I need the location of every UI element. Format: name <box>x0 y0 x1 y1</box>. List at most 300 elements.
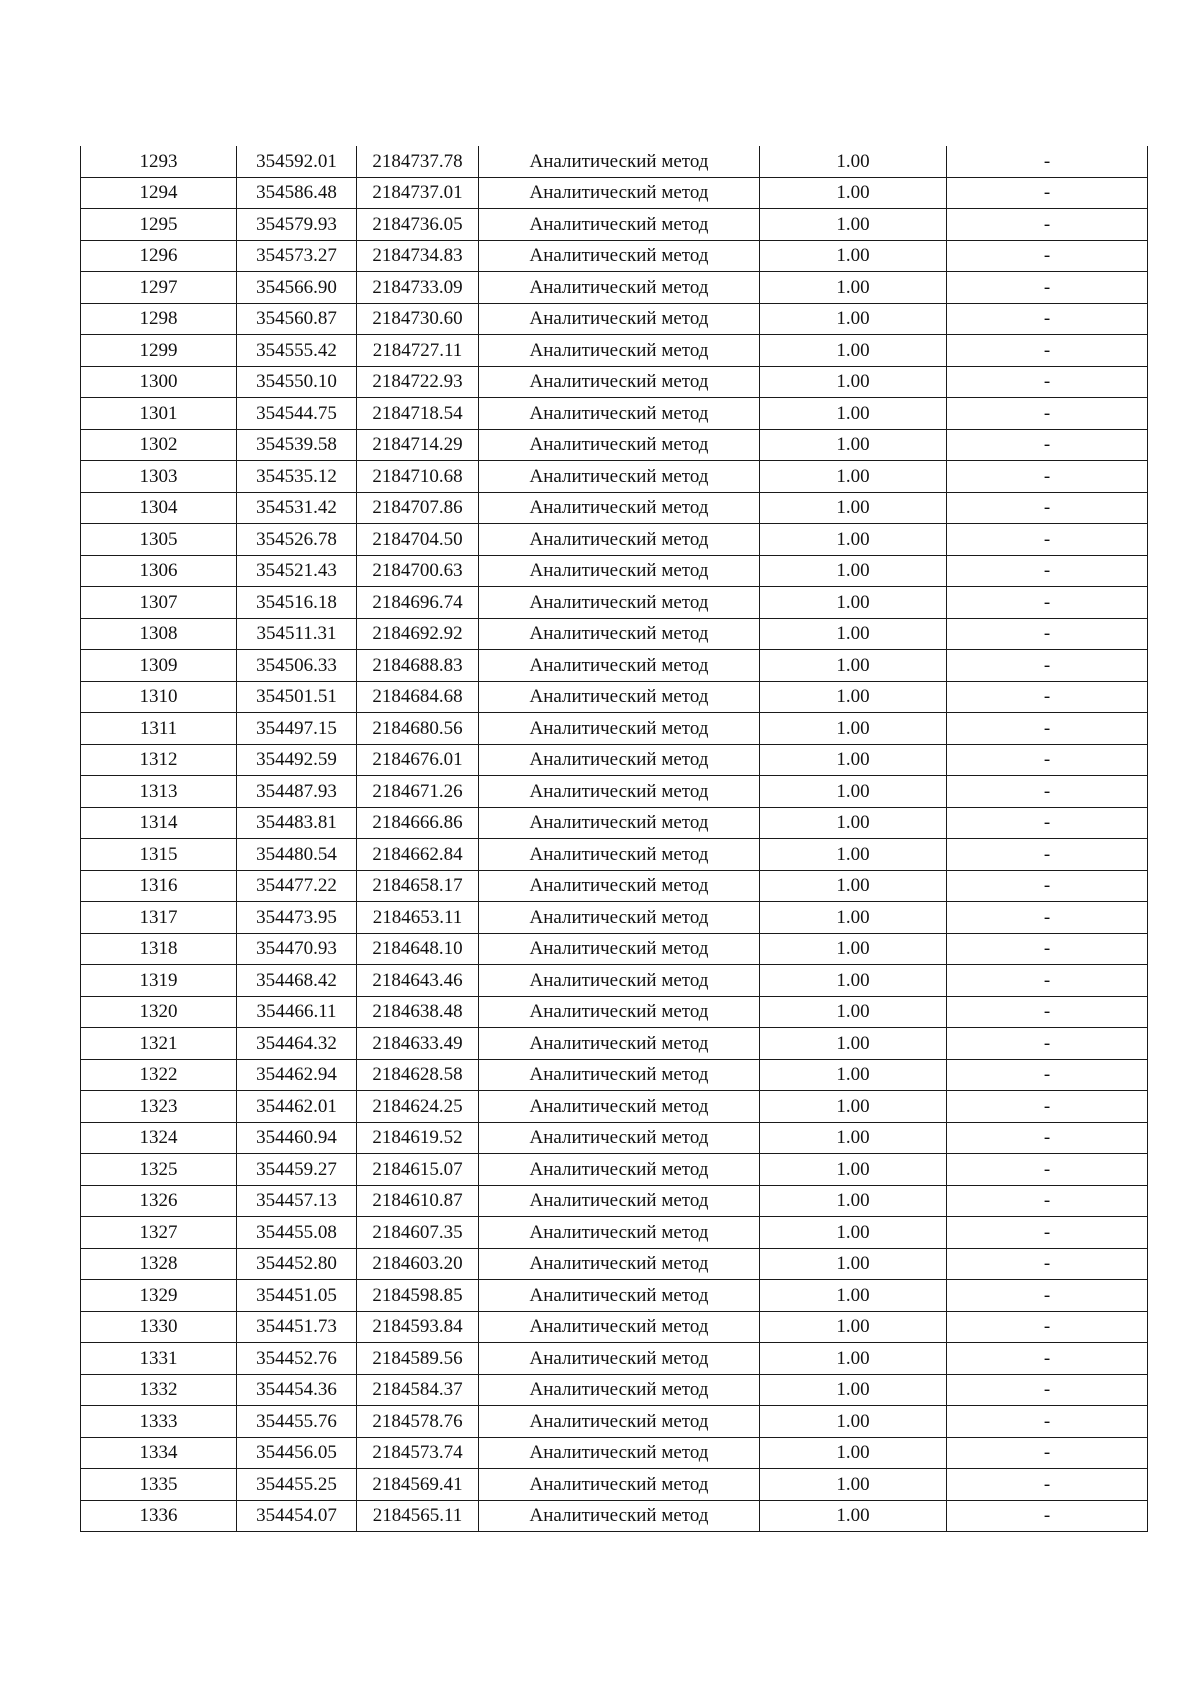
y-coordinate-cell: 2184633.49 <box>357 1028 479 1060</box>
table-row <box>81 1437 1148 1469</box>
accuracy-cell: 1.00 <box>760 713 947 745</box>
point-number-cell: 1315 <box>81 839 237 871</box>
y-coordinate-cell: 2184676.01 <box>357 744 479 776</box>
x-coordinate-cell: 354462.94 <box>237 1059 357 1091</box>
point-number-cell: 1317 <box>81 902 237 934</box>
accuracy-cell: 1.00 <box>760 1059 947 1091</box>
table-row <box>81 1122 1148 1154</box>
accuracy-cell: 1.00 <box>760 1217 947 1249</box>
method-cell: Аналитический метод <box>479 1028 760 1060</box>
accuracy-cell: 1.00 <box>760 1028 947 1060</box>
description-cell: - <box>947 965 1148 997</box>
description-cell: - <box>947 1059 1148 1091</box>
method-cell: Аналитический метод <box>479 335 760 367</box>
y-coordinate-cell: 2184671.26 <box>357 776 479 808</box>
table-row <box>81 713 1148 745</box>
method-cell: Аналитический метод <box>479 1059 760 1091</box>
y-coordinate-cell: 2184573.74 <box>357 1437 479 1469</box>
y-coordinate-cell: 2184727.11 <box>357 335 479 367</box>
method-cell: Аналитический метод <box>479 272 760 304</box>
x-coordinate-cell: 354516.18 <box>237 587 357 619</box>
x-coordinate-cell: 354511.31 <box>237 618 357 650</box>
method-cell: Аналитический метод <box>479 1091 760 1123</box>
point-number-cell: 1309 <box>81 650 237 682</box>
accuracy-cell: 1.00 <box>760 555 947 587</box>
table-row <box>81 587 1148 619</box>
table-row <box>81 1154 1148 1186</box>
accuracy-cell: 1.00 <box>760 1500 947 1532</box>
accuracy-cell: 1.00 <box>760 776 947 808</box>
method-cell: Аналитический метод <box>479 1406 760 1438</box>
x-coordinate-cell: 354456.05 <box>237 1437 357 1469</box>
point-number-cell: 1303 <box>81 461 237 493</box>
y-coordinate-cell: 2184628.58 <box>357 1059 479 1091</box>
point-number-cell: 1331 <box>81 1343 237 1375</box>
x-coordinate-cell: 354573.27 <box>237 240 357 272</box>
x-coordinate-cell: 354459.27 <box>237 1154 357 1186</box>
point-number-cell: 1306 <box>81 555 237 587</box>
description-cell: - <box>947 1311 1148 1343</box>
point-number-cell: 1320 <box>81 996 237 1028</box>
point-number-cell: 1298 <box>81 303 237 335</box>
method-cell: Аналитический метод <box>479 650 760 682</box>
accuracy-cell: 1.00 <box>760 146 947 177</box>
x-coordinate-cell: 354454.07 <box>237 1500 357 1532</box>
point-number-cell: 1313 <box>81 776 237 808</box>
table-row <box>81 870 1148 902</box>
description-cell: - <box>947 492 1148 524</box>
method-cell: Аналитический метод <box>479 555 760 587</box>
y-coordinate-cell: 2184684.68 <box>357 681 479 713</box>
accuracy-cell: 1.00 <box>760 587 947 619</box>
description-cell: - <box>947 1469 1148 1501</box>
x-coordinate-cell: 354451.05 <box>237 1280 357 1312</box>
method-cell: Аналитический метод <box>479 744 760 776</box>
x-coordinate-cell: 354452.76 <box>237 1343 357 1375</box>
y-coordinate-cell: 2184704.50 <box>357 524 479 556</box>
x-coordinate-cell: 354501.51 <box>237 681 357 713</box>
table-row <box>81 1248 1148 1280</box>
y-coordinate-cell: 2184696.74 <box>357 587 479 619</box>
x-coordinate-cell: 354466.11 <box>237 996 357 1028</box>
method-cell: Аналитический метод <box>479 1248 760 1280</box>
y-coordinate-cell: 2184730.60 <box>357 303 479 335</box>
table-row <box>81 335 1148 367</box>
accuracy-cell: 1.00 <box>760 524 947 556</box>
y-coordinate-cell: 2184598.85 <box>357 1280 479 1312</box>
method-cell: Аналитический метод <box>479 1343 760 1375</box>
method-cell: Аналитический метод <box>479 587 760 619</box>
accuracy-cell: 1.00 <box>760 996 947 1028</box>
table-row <box>81 398 1148 430</box>
accuracy-cell: 1.00 <box>760 492 947 524</box>
method-cell: Аналитический метод <box>479 933 760 965</box>
accuracy-cell: 1.00 <box>760 1185 947 1217</box>
accuracy-cell: 1.00 <box>760 1343 947 1375</box>
method-cell: Аналитический метод <box>479 398 760 430</box>
method-cell: Аналитический метод <box>479 303 760 335</box>
table-row <box>81 429 1148 461</box>
table-row <box>81 1028 1148 1060</box>
description-cell: - <box>947 902 1148 934</box>
accuracy-cell: 1.00 <box>760 1374 947 1406</box>
description-cell: - <box>947 366 1148 398</box>
method-cell: Аналитический метод <box>479 366 760 398</box>
x-coordinate-cell: 354452.80 <box>237 1248 357 1280</box>
y-coordinate-cell: 2184638.48 <box>357 996 479 1028</box>
description-cell: - <box>947 744 1148 776</box>
point-number-cell: 1296 <box>81 240 237 272</box>
table-row <box>81 177 1148 209</box>
x-coordinate-cell: 354464.32 <box>237 1028 357 1060</box>
table-row <box>81 555 1148 587</box>
table-row <box>81 933 1148 965</box>
x-coordinate-cell: 354487.93 <box>237 776 357 808</box>
x-coordinate-cell: 354470.93 <box>237 933 357 965</box>
description-cell: - <box>947 996 1148 1028</box>
table-row <box>81 209 1148 241</box>
description-cell: - <box>947 461 1148 493</box>
description-cell: - <box>947 146 1148 177</box>
point-number-cell: 1295 <box>81 209 237 241</box>
point-number-cell: 1323 <box>81 1091 237 1123</box>
x-coordinate-cell: 354492.59 <box>237 744 357 776</box>
x-coordinate-cell: 354460.94 <box>237 1122 357 1154</box>
description-cell: - <box>947 650 1148 682</box>
x-coordinate-cell: 354550.10 <box>237 366 357 398</box>
description-cell: - <box>947 776 1148 808</box>
table-row <box>81 1091 1148 1123</box>
accuracy-cell: 1.00 <box>760 429 947 461</box>
y-coordinate-cell: 2184569.41 <box>357 1469 479 1501</box>
y-coordinate-cell: 2184565.11 <box>357 1500 479 1532</box>
method-cell: Аналитический метод <box>479 524 760 556</box>
accuracy-cell: 1.00 <box>760 272 947 304</box>
y-coordinate-cell: 2184700.63 <box>357 555 479 587</box>
accuracy-cell: 1.00 <box>760 303 947 335</box>
method-cell: Аналитический метод <box>479 713 760 745</box>
point-number-cell: 1311 <box>81 713 237 745</box>
accuracy-cell: 1.00 <box>760 965 947 997</box>
accuracy-cell: 1.00 <box>760 1280 947 1312</box>
accuracy-cell: 1.00 <box>760 807 947 839</box>
y-coordinate-cell: 2184643.46 <box>357 965 479 997</box>
description-cell: - <box>947 807 1148 839</box>
x-coordinate-cell: 354462.01 <box>237 1091 357 1123</box>
table-row <box>81 1217 1148 1249</box>
y-coordinate-cell: 2184593.84 <box>357 1311 479 1343</box>
table-row <box>81 461 1148 493</box>
point-number-cell: 1333 <box>81 1406 237 1438</box>
method-cell: Аналитический метод <box>479 1154 760 1186</box>
y-coordinate-cell: 2184648.10 <box>357 933 479 965</box>
x-coordinate-cell: 354592.01 <box>237 146 357 177</box>
x-coordinate-cell: 354468.42 <box>237 965 357 997</box>
description-cell: - <box>947 1028 1148 1060</box>
x-coordinate-cell: 354539.58 <box>237 429 357 461</box>
method-cell: Аналитический метод <box>479 1280 760 1312</box>
description-cell: - <box>947 524 1148 556</box>
point-number-cell: 1297 <box>81 272 237 304</box>
description-cell: - <box>947 177 1148 209</box>
description-cell: - <box>947 303 1148 335</box>
method-cell: Аналитический метод <box>479 1311 760 1343</box>
accuracy-cell: 1.00 <box>760 1406 947 1438</box>
point-number-cell: 1318 <box>81 933 237 965</box>
description-cell: - <box>947 240 1148 272</box>
accuracy-cell: 1.00 <box>760 1469 947 1501</box>
method-cell: Аналитический метод <box>479 429 760 461</box>
y-coordinate-cell: 2184737.78 <box>357 146 479 177</box>
table-row <box>81 1343 1148 1375</box>
table-row <box>81 618 1148 650</box>
table-row <box>81 1469 1148 1501</box>
method-cell: Аналитический метод <box>479 965 760 997</box>
x-coordinate-cell: 354473.95 <box>237 902 357 934</box>
description-cell: - <box>947 839 1148 871</box>
description-cell: - <box>947 1091 1148 1123</box>
description-cell: - <box>947 1185 1148 1217</box>
x-coordinate-cell: 354457.13 <box>237 1185 357 1217</box>
table-row <box>81 240 1148 272</box>
point-number-cell: 1316 <box>81 870 237 902</box>
table-row <box>81 902 1148 934</box>
point-number-cell: 1310 <box>81 681 237 713</box>
method-cell: Аналитический метод <box>479 1374 760 1406</box>
x-coordinate-cell: 354455.08 <box>237 1217 357 1249</box>
description-cell: - <box>947 1437 1148 1469</box>
y-coordinate-cell: 2184714.29 <box>357 429 479 461</box>
table-row <box>81 1059 1148 1091</box>
description-cell: - <box>947 1154 1148 1186</box>
table-row <box>81 1374 1148 1406</box>
table-row <box>81 1406 1148 1438</box>
table-row <box>81 303 1148 335</box>
method-cell: Аналитический метод <box>479 807 760 839</box>
point-number-cell: 1305 <box>81 524 237 556</box>
point-number-cell: 1330 <box>81 1311 237 1343</box>
x-coordinate-cell: 354544.75 <box>237 398 357 430</box>
y-coordinate-cell: 2184718.54 <box>357 398 479 430</box>
method-cell: Аналитический метод <box>479 1437 760 1469</box>
x-coordinate-cell: 354579.93 <box>237 209 357 241</box>
description-cell: - <box>947 870 1148 902</box>
point-number-cell: 1319 <box>81 965 237 997</box>
table-row <box>81 366 1148 398</box>
point-number-cell: 1325 <box>81 1154 237 1186</box>
description-cell: - <box>947 713 1148 745</box>
x-coordinate-cell: 354497.15 <box>237 713 357 745</box>
accuracy-cell: 1.00 <box>760 1091 947 1123</box>
y-coordinate-cell: 2184692.92 <box>357 618 479 650</box>
accuracy-cell: 1.00 <box>760 744 947 776</box>
accuracy-cell: 1.00 <box>760 650 947 682</box>
table-row <box>81 681 1148 713</box>
description-cell: - <box>947 429 1148 461</box>
x-coordinate-cell: 354483.81 <box>237 807 357 839</box>
table-row <box>81 524 1148 556</box>
accuracy-cell: 1.00 <box>760 618 947 650</box>
y-coordinate-cell: 2184710.68 <box>357 461 479 493</box>
description-cell: - <box>947 1122 1148 1154</box>
accuracy-cell: 1.00 <box>760 1437 947 1469</box>
description-cell: - <box>947 1374 1148 1406</box>
description-cell: - <box>947 335 1148 367</box>
x-coordinate-cell: 354480.54 <box>237 839 357 871</box>
description-cell: - <box>947 1406 1148 1438</box>
point-number-cell: 1293 <box>81 146 237 177</box>
coordinates-table-body <box>81 146 1148 1532</box>
y-coordinate-cell: 2184610.87 <box>357 1185 479 1217</box>
method-cell: Аналитический метод <box>479 902 760 934</box>
x-coordinate-cell: 354477.22 <box>237 870 357 902</box>
point-number-cell: 1294 <box>81 177 237 209</box>
point-number-cell: 1312 <box>81 744 237 776</box>
point-number-cell: 1301 <box>81 398 237 430</box>
description-cell: - <box>947 1280 1148 1312</box>
y-coordinate-cell: 2184607.35 <box>357 1217 479 1249</box>
x-coordinate-cell: 354566.90 <box>237 272 357 304</box>
description-cell: - <box>947 933 1148 965</box>
description-cell: - <box>947 1248 1148 1280</box>
table-row <box>81 744 1148 776</box>
accuracy-cell: 1.00 <box>760 1154 947 1186</box>
accuracy-cell: 1.00 <box>760 933 947 965</box>
y-coordinate-cell: 2184615.07 <box>357 1154 479 1186</box>
y-coordinate-cell: 2184707.86 <box>357 492 479 524</box>
accuracy-cell: 1.00 <box>760 1311 947 1343</box>
method-cell: Аналитический метод <box>479 240 760 272</box>
method-cell: Аналитический метод <box>479 1122 760 1154</box>
method-cell: Аналитический метод <box>479 146 760 177</box>
point-number-cell: 1332 <box>81 1374 237 1406</box>
y-coordinate-cell: 2184662.84 <box>357 839 479 871</box>
description-cell: - <box>947 618 1148 650</box>
x-coordinate-cell: 354560.87 <box>237 303 357 335</box>
point-number-cell: 1328 <box>81 1248 237 1280</box>
y-coordinate-cell: 2184733.09 <box>357 272 479 304</box>
table-row <box>81 146 1148 177</box>
accuracy-cell: 1.00 <box>760 681 947 713</box>
table-row <box>81 650 1148 682</box>
y-coordinate-cell: 2184578.76 <box>357 1406 479 1438</box>
method-cell: Аналитический метод <box>479 209 760 241</box>
y-coordinate-cell: 2184680.56 <box>357 713 479 745</box>
description-cell: - <box>947 555 1148 587</box>
description-cell: - <box>947 272 1148 304</box>
method-cell: Аналитический метод <box>479 177 760 209</box>
point-number-cell: 1322 <box>81 1059 237 1091</box>
y-coordinate-cell: 2184619.52 <box>357 1122 479 1154</box>
point-number-cell: 1336 <box>81 1500 237 1532</box>
y-coordinate-cell: 2184589.56 <box>357 1343 479 1375</box>
y-coordinate-cell: 2184722.93 <box>357 366 479 398</box>
accuracy-cell: 1.00 <box>760 240 947 272</box>
y-coordinate-cell: 2184584.37 <box>357 1374 479 1406</box>
accuracy-cell: 1.00 <box>760 1248 947 1280</box>
description-cell: - <box>947 587 1148 619</box>
x-coordinate-cell: 354451.73 <box>237 1311 357 1343</box>
x-coordinate-cell: 354454.36 <box>237 1374 357 1406</box>
method-cell: Аналитический метод <box>479 870 760 902</box>
table-row <box>81 839 1148 871</box>
point-number-cell: 1334 <box>81 1437 237 1469</box>
table-row <box>81 272 1148 304</box>
accuracy-cell: 1.00 <box>760 902 947 934</box>
x-coordinate-cell: 354531.42 <box>237 492 357 524</box>
y-coordinate-cell: 2184737.01 <box>357 177 479 209</box>
description-cell: - <box>947 681 1148 713</box>
point-number-cell: 1299 <box>81 335 237 367</box>
point-number-cell: 1302 <box>81 429 237 461</box>
method-cell: Аналитический метод <box>479 492 760 524</box>
x-coordinate-cell: 354521.43 <box>237 555 357 587</box>
table-row <box>81 807 1148 839</box>
x-coordinate-cell: 354506.33 <box>237 650 357 682</box>
y-coordinate-cell: 2184666.86 <box>357 807 479 839</box>
table-row <box>81 492 1148 524</box>
accuracy-cell: 1.00 <box>760 461 947 493</box>
y-coordinate-cell: 2184734.83 <box>357 240 479 272</box>
method-cell: Аналитический метод <box>479 776 760 808</box>
method-cell: Аналитический метод <box>479 618 760 650</box>
description-cell: - <box>947 398 1148 430</box>
point-number-cell: 1324 <box>81 1122 237 1154</box>
table-row <box>81 965 1148 997</box>
x-coordinate-cell: 354455.25 <box>237 1469 357 1501</box>
table-row <box>81 1500 1148 1532</box>
point-number-cell: 1304 <box>81 492 237 524</box>
method-cell: Аналитический метод <box>479 1185 760 1217</box>
table-row <box>81 1280 1148 1312</box>
method-cell: Аналитический метод <box>479 996 760 1028</box>
y-coordinate-cell: 2184688.83 <box>357 650 479 682</box>
table-row <box>81 1311 1148 1343</box>
point-number-cell: 1326 <box>81 1185 237 1217</box>
table-row <box>81 1185 1148 1217</box>
table-row <box>81 776 1148 808</box>
table-row <box>81 996 1148 1028</box>
x-coordinate-cell: 354526.78 <box>237 524 357 556</box>
method-cell: Аналитический метод <box>479 1469 760 1501</box>
description-cell: - <box>947 1500 1148 1532</box>
accuracy-cell: 1.00 <box>760 335 947 367</box>
accuracy-cell: 1.00 <box>760 177 947 209</box>
y-coordinate-cell: 2184658.17 <box>357 870 479 902</box>
point-number-cell: 1314 <box>81 807 237 839</box>
point-number-cell: 1308 <box>81 618 237 650</box>
method-cell: Аналитический метод <box>479 1500 760 1532</box>
x-coordinate-cell: 354555.42 <box>237 335 357 367</box>
point-number-cell: 1321 <box>81 1028 237 1060</box>
method-cell: Аналитический метод <box>479 1217 760 1249</box>
x-coordinate-cell: 354455.76 <box>237 1406 357 1438</box>
y-coordinate-cell: 2184603.20 <box>357 1248 479 1280</box>
y-coordinate-cell: 2184736.05 <box>357 209 479 241</box>
x-coordinate-cell: 354535.12 <box>237 461 357 493</box>
coordinates-table <box>80 146 1148 1532</box>
description-cell: - <box>947 209 1148 241</box>
point-number-cell: 1329 <box>81 1280 237 1312</box>
point-number-cell: 1327 <box>81 1217 237 1249</box>
y-coordinate-cell: 2184624.25 <box>357 1091 479 1123</box>
point-number-cell: 1307 <box>81 587 237 619</box>
point-number-cell: 1335 <box>81 1469 237 1501</box>
accuracy-cell: 1.00 <box>760 366 947 398</box>
point-number-cell: 1300 <box>81 366 237 398</box>
description-cell: - <box>947 1343 1148 1375</box>
accuracy-cell: 1.00 <box>760 870 947 902</box>
